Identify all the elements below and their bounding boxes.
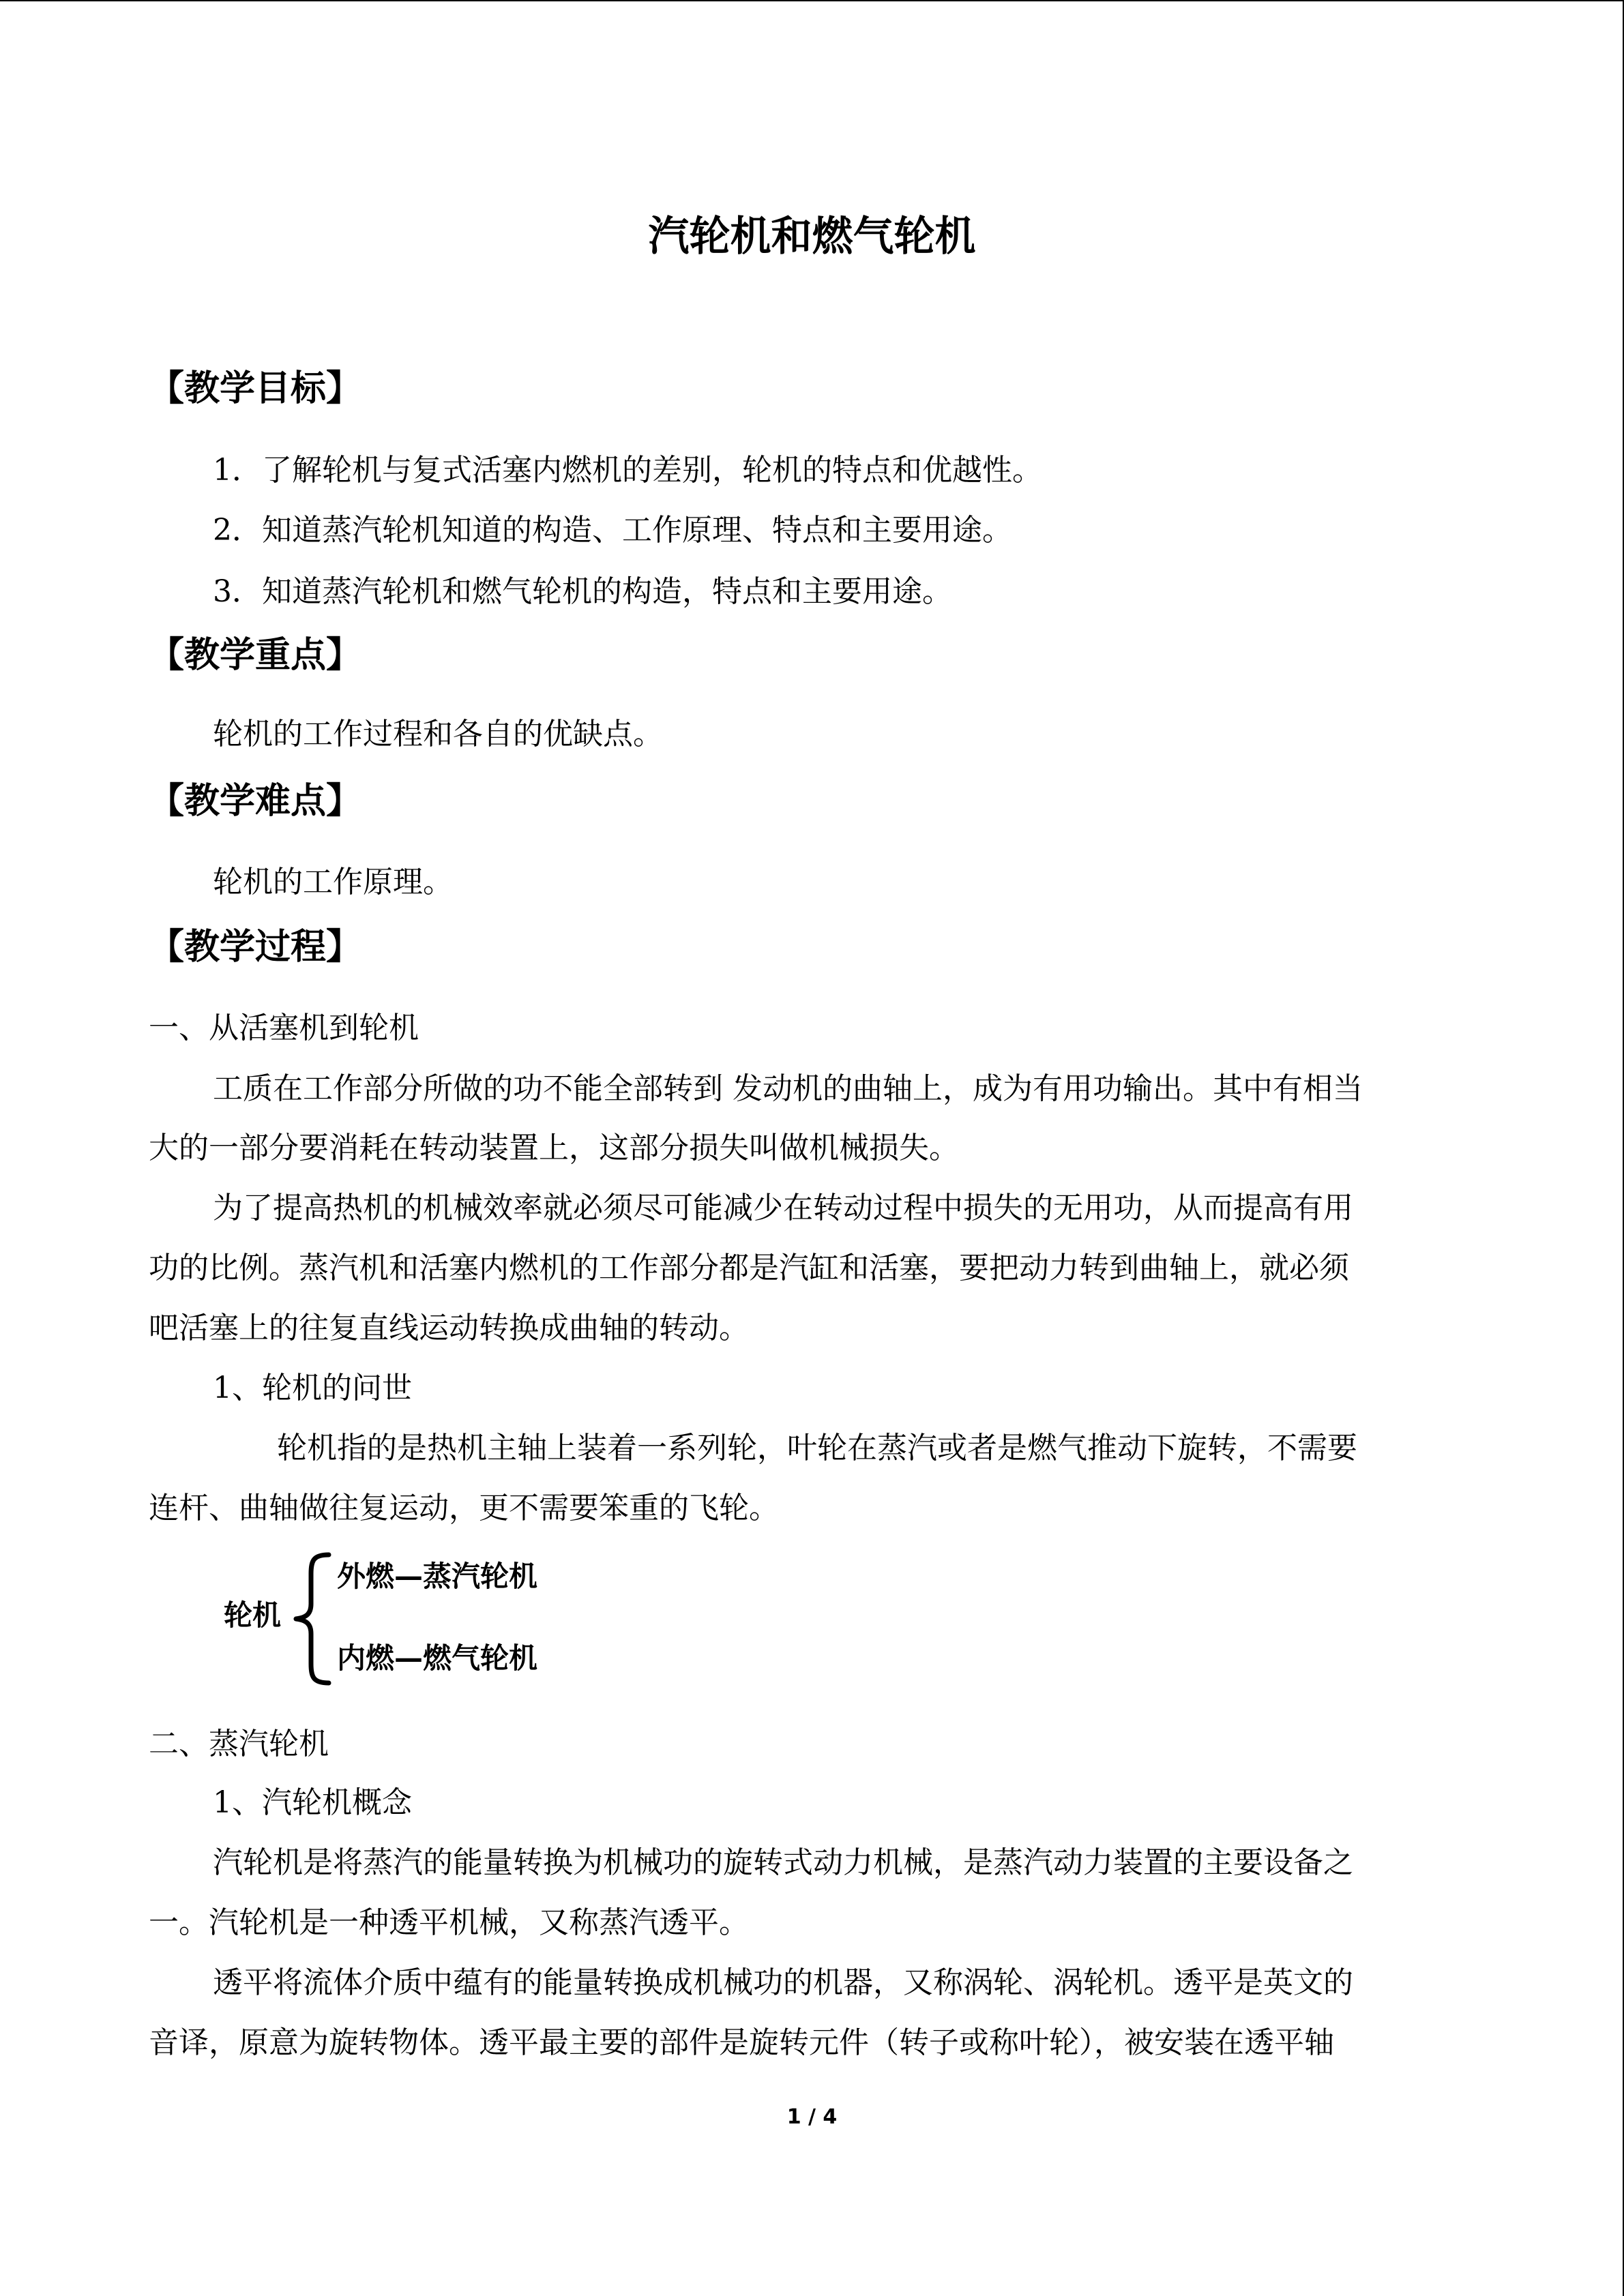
paragraph-1-line-2: 大的一部分要消耗在转动装置上，这部分损失叫做机械损失。 xyxy=(149,1131,959,1165)
difficulties-heading: 【教学难点】 xyxy=(149,781,362,822)
paragraph-5-line-1: 透平将流体介质中蕴有的能量转换成机械功的机器，又称涡轮、涡轮机。透平是英文的 xyxy=(213,1965,1353,2000)
part1-title: 一、从活塞机到轮机 xyxy=(149,1011,419,1045)
paragraph-4-line-2: 一。汽轮机是一种透平机械，又称蒸汽透平。 xyxy=(149,1905,749,1940)
objective-item-1: 1．了解轮机与复式活塞内燃机的差别，轮机的特点和优越性。 xyxy=(213,453,1042,488)
process-heading: 【教学过程】 xyxy=(149,927,362,968)
paragraph-1-line-1: 工质在工作部分所做的功不能全部转到 发动机的曲轴上，成为有用功输出。其中有相当 xyxy=(213,1071,1363,1106)
paragraph-2-line-1: 为了提高热机的机械效率就必须尽可能减少在转动过程中损失的无用功，从而提高有用 xyxy=(213,1191,1353,1225)
paragraph-2-line-3: 吧活塞上的往复直线运动转换成曲轴的转动。 xyxy=(149,1311,749,1345)
objectives-heading: 【教学目标】 xyxy=(149,368,362,409)
part2-title: 二、蒸汽轮机 xyxy=(149,1727,329,1761)
paragraph-2-line-2: 功的比例。蒸汽机和活塞内燃机的工作部分都是汽缸和活塞，要把动力转到曲轴上，就必须 xyxy=(149,1251,1349,1285)
sub2-title: 1、汽轮机概念 xyxy=(213,1785,412,1820)
brace-item-internal: 内燃—燃气轮机 xyxy=(337,1641,538,1675)
brace-item-external: 外燃—蒸汽轮机 xyxy=(337,1560,538,1593)
page-number: 1 / 4 xyxy=(786,2105,838,2129)
paragraph-3-line-1: 轮机指的是热机主轴上装着一系列轮，叶轮在蒸汽或者是燃气推动下旋转，不需要 xyxy=(277,1431,1357,1465)
objective-item-3: 3．知道蒸汽轮机和燃气轮机的构造，特点和主要用途。 xyxy=(213,574,952,609)
difficulties-text: 轮机的工作原理。 xyxy=(213,865,453,899)
curly-brace-icon xyxy=(288,1551,336,1687)
brace-label: 轮机 xyxy=(224,1598,282,1632)
paragraph-3-line-2: 连杆、曲轴做往复运动，更不需要笨重的飞轮。 xyxy=(149,1491,779,1525)
paragraph-4-line-1: 汽轮机是将蒸汽的能量转换为机械功的旋转式动力机械，是蒸汽动力装置的主要设备之 xyxy=(213,1845,1353,1880)
key-points-heading: 【教学重点】 xyxy=(149,635,362,676)
document-title: 汽轮机和燃气轮机 xyxy=(648,213,976,260)
sub1-title: 1、轮机的问世 xyxy=(213,1371,412,1405)
objective-item-2: 2．知道蒸汽轮机知道的构造、工作原理、特点和主要用途。 xyxy=(213,513,1012,548)
paragraph-5-line-2: 音译，原意为旋转物体。透平最主要的部件是旋转元件（转子或称叶轮），被安装在透平轴 xyxy=(149,2025,1334,2060)
key-points-text: 轮机的工作过程和各自的优缺点。 xyxy=(213,717,663,751)
